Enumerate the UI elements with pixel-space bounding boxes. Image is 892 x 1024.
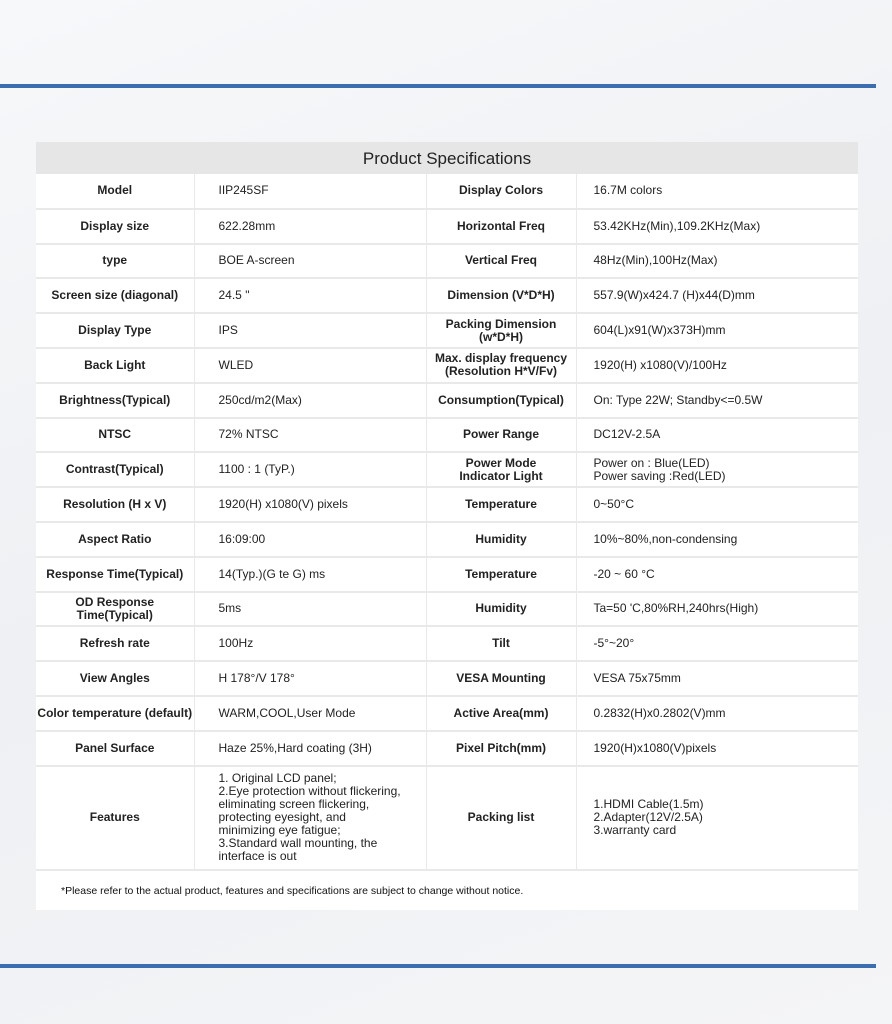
spec-row — [36, 522, 858, 557]
spec-label: Dimension (V*D*H) — [426, 278, 576, 313]
spec-row — [36, 383, 858, 418]
spec-value: 1.HDMI Cable(1.5m) 2.Adapter(12V/2.5A) 3.warranty card — [576, 766, 858, 870]
spec-value: 16.7M colors — [576, 174, 858, 209]
spec-value: 24.5 " — [194, 278, 426, 313]
spec-table — [36, 174, 858, 871]
spec-row — [36, 766, 858, 870]
spec-value: BOE A-screen — [194, 244, 426, 279]
spec-value: 16:09:00 — [194, 522, 426, 557]
spec-value: 1. Original LCD panel; 2.Eye protection without flickering, eliminating screen flickering, protecting eyesight, and minimizing eye fatigue; 3.Standard wall mounting, the interface is out — [194, 766, 426, 870]
spec-value: IPS — [194, 313, 426, 348]
spec-label: Humidity — [426, 522, 576, 557]
spec-label: View Angles — [36, 661, 194, 696]
spec-label: Active Area(mm) — [426, 696, 576, 731]
spec-label: Max. display frequency (Resolution H*V/Fv) — [426, 348, 576, 383]
spec-label: Packing list — [426, 766, 576, 870]
spec-value: 1920(H)x1080(V)pixels — [576, 731, 858, 766]
spec-label: type — [36, 244, 194, 279]
spec-label: Contrast(Typical) — [36, 452, 194, 487]
spec-label: Refresh rate — [36, 626, 194, 661]
spec-value: WARM,COOL,User Mode — [194, 696, 426, 731]
spec-label: Horizontal Freq — [426, 209, 576, 244]
spec-value: 622.28mm — [194, 209, 426, 244]
spec-card — [36, 142, 858, 910]
spec-value: H 178°/V 178° — [194, 661, 426, 696]
spec-value: VESA 75x75mm — [576, 661, 858, 696]
spec-value: 250cd/m2(Max) — [194, 383, 426, 418]
spec-value: 1100 : 1 (TyP.) — [194, 452, 426, 487]
spec-value: 48Hz(Min),100Hz(Max) — [576, 244, 858, 279]
spec-value: -5°~20° — [576, 626, 858, 661]
spec-value: DC12V-2.5A — [576, 418, 858, 453]
spec-label: Humidity — [426, 592, 576, 627]
spec-value: On: Type 22W; Standby<=0.5W — [576, 383, 858, 418]
spec-label: Panel Surface — [36, 731, 194, 766]
page-title: Product Specifications — [36, 142, 858, 174]
top-accent-bar — [0, 84, 876, 88]
spec-row — [36, 244, 858, 279]
spec-label: Display size — [36, 209, 194, 244]
spec-label: Power Mode Indicator Light — [426, 452, 576, 487]
spec-value: 0.2832(H)x0.2802(V)mm — [576, 696, 858, 731]
spec-label: Temperature — [426, 557, 576, 592]
spec-row — [36, 278, 858, 313]
spec-label: Pixel Pitch(mm) — [426, 731, 576, 766]
spec-label: Response Time(Typical) — [36, 557, 194, 592]
spec-value: -20 ~ 60 °C — [576, 557, 858, 592]
spec-row — [36, 418, 858, 453]
spec-label: Consumption(Typical) — [426, 383, 576, 418]
spec-row — [36, 696, 858, 731]
spec-value: 5ms — [194, 592, 426, 627]
spec-row — [36, 731, 858, 766]
spec-label: Temperature — [426, 487, 576, 522]
spec-label: Brightness(Typical) — [36, 383, 194, 418]
spec-value: 53.42KHz(Min),109.2KHz(Max) — [576, 209, 858, 244]
spec-value: 604(L)x91(W)x373H)mm — [576, 313, 858, 348]
spec-label: Display Colors — [426, 174, 576, 209]
spec-label: Display Type — [36, 313, 194, 348]
spec-label: Tilt — [426, 626, 576, 661]
spec-label: VESA Mounting — [426, 661, 576, 696]
spec-value: 14(Typ.)(G te G) ms — [194, 557, 426, 592]
spec-value: IIP245SF — [194, 174, 426, 209]
spec-row — [36, 209, 858, 244]
bottom-accent-bar — [0, 964, 876, 968]
spec-value: 1920(H) x1080(V) pixels — [194, 487, 426, 522]
spec-row — [36, 626, 858, 661]
spec-row — [36, 348, 858, 383]
spec-value: 100Hz — [194, 626, 426, 661]
spec-value: Power on : Blue(LED) Power saving :Red(LED) — [576, 452, 858, 487]
spec-row — [36, 592, 858, 627]
spec-value: 10%~80%,non-condensing — [576, 522, 858, 557]
spec-label: Power Range — [426, 418, 576, 453]
spec-row — [36, 452, 858, 487]
spec-value: 72% NTSC — [194, 418, 426, 453]
spec-value: Haze 25%,Hard coating (3H) — [194, 731, 426, 766]
spec-label: Aspect Ratio — [36, 522, 194, 557]
spec-row — [36, 661, 858, 696]
spec-value: 1920(H) x1080(V)/100Hz — [576, 348, 858, 383]
spec-value: Ta=50 'C,80%RH,240hrs(High) — [576, 592, 858, 627]
spec-label: Resolution (H x V) — [36, 487, 194, 522]
spec-value: 0~50°C — [576, 487, 858, 522]
spec-value: 557.9(W)x424.7 (H)x44(D)mm — [576, 278, 858, 313]
spec-label: Back Light — [36, 348, 194, 383]
spec-label: Features — [36, 766, 194, 870]
spec-row — [36, 487, 858, 522]
spec-label: Color temperature (default) — [36, 696, 194, 731]
spec-label: NTSC — [36, 418, 194, 453]
spec-label: Screen size (diagonal) — [36, 278, 194, 313]
spec-label: Packing Dimension (w*D*H) — [426, 313, 576, 348]
spec-label: OD Response Time(Typical) — [36, 592, 194, 627]
footnote: *Please refer to the actual product, features and specifications are subject to change without notice. — [61, 884, 524, 897]
spec-row — [36, 313, 858, 348]
spec-value: WLED — [194, 348, 426, 383]
spec-row — [36, 174, 858, 209]
spec-label: Vertical Freq — [426, 244, 576, 279]
spec-row — [36, 557, 858, 592]
spec-label: Model — [36, 174, 194, 209]
